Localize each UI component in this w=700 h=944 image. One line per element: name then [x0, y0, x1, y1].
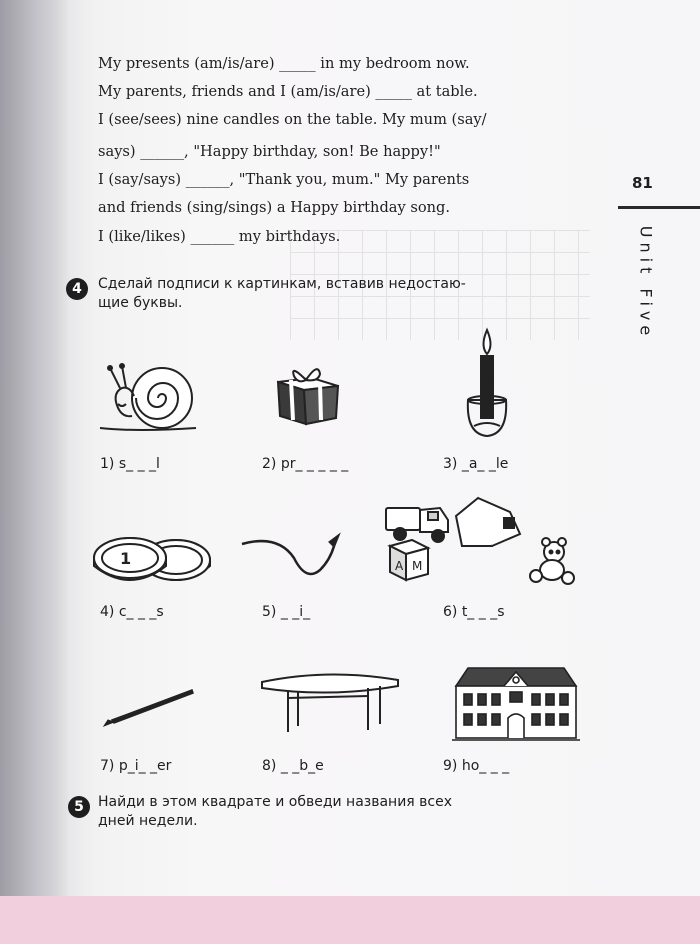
- text-line-5-content: I (say/says) ______, "Thank you, mum." My parents: [98, 171, 470, 188]
- caption-9: 9) ho_ _ _: [443, 758, 510, 774]
- text-line-3-content: I (see/sees) nine candles on the table. My mum (say/: [98, 111, 487, 128]
- text-line-2: [98, 83, 592, 101]
- present-icon: [272, 362, 344, 428]
- text-line-4-content: says) ______, "Happy birthday, son! Be happy!": [98, 143, 441, 160]
- text-line-7: [98, 228, 418, 246]
- tail-icon: [238, 532, 342, 590]
- text-line-5: [98, 171, 592, 189]
- exercise-5-instruction-line2: дней недели.: [98, 813, 198, 829]
- caption-3: 3) _a_ _le: [443, 456, 509, 472]
- text-line-4: [98, 143, 592, 161]
- caption-2: 2) pr_ _ _ _ _: [262, 456, 349, 472]
- exercise-4-badge: 4: [66, 278, 88, 300]
- exercise-4-instruction-line2: щие буквы.: [98, 295, 183, 311]
- house-icon: [452, 662, 580, 744]
- table-icon: [258, 668, 402, 744]
- unit-label: Unit Five: [636, 225, 656, 341]
- book-spine-shadow: [0, 0, 70, 944]
- page-bottom-edge: [0, 896, 700, 944]
- svg-text:A: A: [395, 559, 404, 573]
- caption-7: 7) p_i_ _er: [100, 758, 172, 774]
- text-line-7-content: I (like/likes) ______ my birthdays.: [98, 228, 341, 245]
- text-line-2-content: My parents, friends and I (am/is/are) _____ at table.: [98, 83, 478, 100]
- unit-divider-rule: [618, 206, 700, 209]
- caption-5: 5) _ _i_: [262, 604, 311, 620]
- exercise-5-instruction-line1: Найди в этом квадрате и обведи названия всех: [98, 794, 453, 810]
- svg-text:1: 1: [120, 549, 132, 568]
- exercise-4-instruction: [98, 275, 592, 313]
- text-line-1: [98, 55, 592, 73]
- text-line-6-content: and friends (sing/sings) a Happy birthday song.: [98, 199, 451, 216]
- exercise-5-instruction: [98, 793, 592, 831]
- toys-icon: [382, 490, 582, 590]
- coins-icon: [90, 530, 214, 588]
- caption-6: 6) t_ _ _s: [443, 604, 505, 620]
- exercise-5-badge: 5: [68, 796, 90, 818]
- text-line-1-content: My presents (am/is/are) _____ in my bedroom now.: [98, 55, 470, 72]
- text-line-6: [98, 199, 592, 217]
- svg-text:M: M: [412, 559, 423, 573]
- candle-icon: [462, 326, 512, 442]
- caption-1: 1) s_ _ _l: [100, 456, 160, 472]
- snail-icon: [96, 358, 206, 436]
- paintbrush-icon: [100, 686, 196, 730]
- caption-4: 4) c_ _ _s: [100, 604, 164, 620]
- text-line-3: [98, 111, 592, 129]
- caption-8: 8) _ _b_e: [262, 758, 324, 774]
- exercise-4-instruction-line1: Сделай подписи к картинкам, вставив недостаю-: [98, 276, 466, 292]
- page-number: 81: [632, 174, 653, 192]
